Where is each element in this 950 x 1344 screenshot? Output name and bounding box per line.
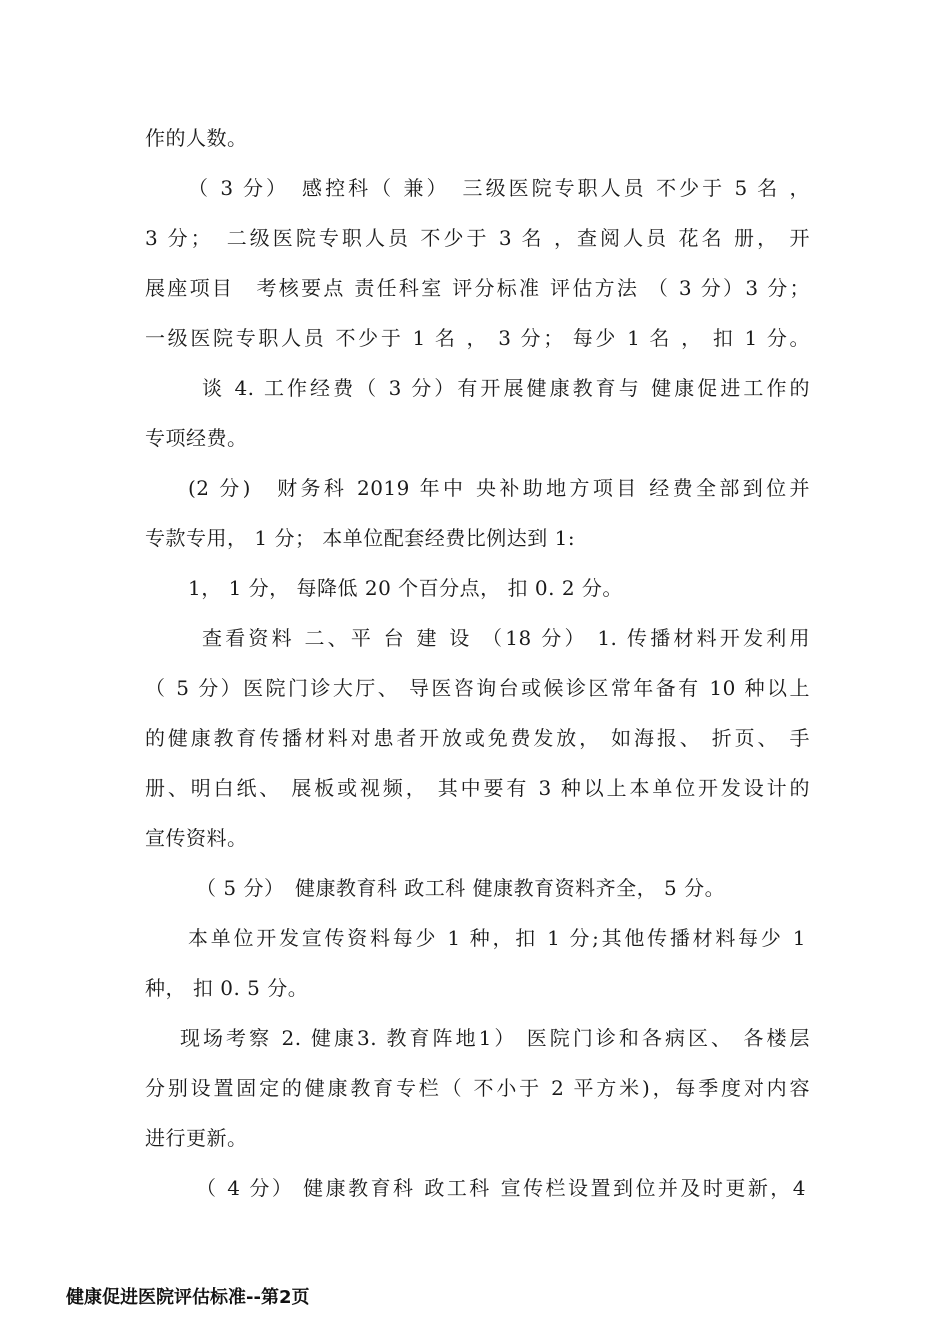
text-line: (2 分) 财务科 2019 年中 央补助地方项目 经费全部到位并	[188, 476, 810, 500]
text-line: 进行更新。	[145, 1126, 248, 1150]
text-line: 的健康教育传播材料对患者开放或免费发放， 如海报、 折页、 手	[145, 726, 810, 750]
text-line: 一级医院专职人员 不少于 1 名 ， 3 分； 每少 1 名 ， 扣 1 分。	[145, 326, 810, 350]
text-line: 1， 1 分， 每降低 20 个百分点， 扣 0. 2 分。	[188, 576, 623, 600]
text-line: 专项经费。	[145, 426, 248, 450]
text-line: （ 4 分） 健康教育科 政工科 宣传栏设置到位并及时更新，4	[196, 1176, 806, 1200]
text-line: 册、明白纸、 展板或视频， 其中要有 3 种以上本单位开发设计的	[145, 776, 810, 800]
text-line: 宣传资料。	[145, 826, 248, 850]
text-line: 现场考察 2. 健康3. 教育阵地1） 医院门诊和各病区、 各楼层	[180, 1026, 810, 1050]
page-footer: 健康促进医院评估标准--第2页	[66, 1287, 310, 1308]
text-line: 作的人数。	[145, 126, 248, 150]
text-line: 分别设置固定的健康教育专栏（ 不小于 2 平方米)，每季度对内容	[145, 1076, 810, 1100]
text-line: 展座项目 考核要点 责任科室 评分标准 评估方法 （ 3 分）3 分；	[145, 276, 810, 300]
text-line: 查看资料 二、平 台 建 设 （18 分） 1. 传播材料开发利用	[202, 626, 810, 650]
text-line: （ 5 分） 健康教育科 政工科 健康教育资料齐全， 5 分。	[196, 876, 726, 900]
text-line: 3 分； 二级医院专职人员 不少于 3 名 ，查阅人员 花名 册， 开	[145, 226, 810, 250]
text-line: （ 3 分） 感控科（ 兼） 三级医院专职人员 不少于 5 名 ，	[188, 176, 810, 200]
text-line: 本单位开发宣传资料每少 1 种，扣 1 分;其他传播材料每少 1	[188, 926, 806, 950]
text-line: 专款专用， 1 分； 本单位配套经费比例达到 1:	[145, 526, 576, 550]
text-line: 谈 4. 工作经费（ 3 分）有开展健康教育与 健康促进工作的	[202, 376, 810, 400]
text-line: （ 5 分）医院门诊大厅、 导医咨询台或候诊区常年备有 10 种以上	[145, 676, 810, 700]
text-line: 种， 扣 0. 5 分。	[145, 976, 309, 1000]
